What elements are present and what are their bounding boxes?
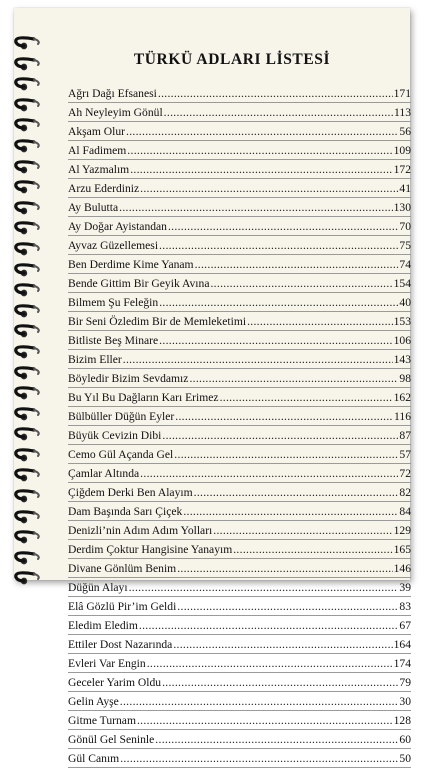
page-number: 40 bbox=[399, 296, 411, 309]
spiral-ring-icon bbox=[14, 221, 48, 242]
dot-leader bbox=[183, 502, 398, 521]
song-title: Elâ Gözlü Pir’im Geldi bbox=[68, 600, 177, 613]
toc-row bbox=[68, 350, 411, 369]
song-title: Büyük Cevizin Dibi bbox=[68, 429, 162, 442]
toc-row bbox=[68, 236, 411, 255]
dot-leader bbox=[233, 540, 392, 559]
spiral-ring-icon bbox=[14, 489, 48, 510]
dot-leader bbox=[164, 103, 393, 122]
page-number: 60 bbox=[399, 733, 411, 746]
spiral-ring-icon bbox=[14, 36, 48, 57]
song-title: Bende Gittim Bir Geyik Avına bbox=[68, 277, 210, 290]
toc-row bbox=[68, 483, 411, 502]
spiral-ring-icon bbox=[14, 427, 48, 448]
spiral-ring-icon bbox=[14, 160, 48, 181]
toc-row bbox=[68, 255, 411, 274]
page-number: 57 bbox=[399, 448, 411, 461]
song-title: Divane Gönlüm Benim bbox=[68, 562, 177, 575]
spiral-ring-icon bbox=[14, 530, 48, 551]
song-title: Böyledir Bizim Sevdamız bbox=[68, 372, 189, 385]
page-number: 113 bbox=[394, 106, 411, 119]
spiral-ring-icon bbox=[14, 139, 48, 160]
toc-row bbox=[68, 407, 411, 426]
song-title: Bizim Eller bbox=[68, 353, 122, 366]
song-title: Geceler Yarim Oldu bbox=[68, 676, 162, 689]
dot-leader bbox=[159, 293, 398, 312]
dot-leader bbox=[162, 673, 398, 692]
toc-row bbox=[68, 426, 411, 445]
toc-row bbox=[68, 730, 411, 749]
song-title: Çamlar Altında bbox=[68, 467, 140, 480]
spiral-ring-icon bbox=[14, 118, 48, 139]
page-number: 82 bbox=[399, 486, 411, 499]
spiral-ring-icon bbox=[14, 366, 48, 387]
song-title: Arzu Ederdiniz bbox=[68, 182, 140, 195]
dot-leader bbox=[139, 616, 399, 635]
page-number: 41 bbox=[399, 182, 411, 195]
dot-leader bbox=[162, 426, 398, 445]
spiral-ring-icon bbox=[14, 201, 48, 222]
toc-row bbox=[68, 502, 411, 521]
spiral-ring-icon bbox=[14, 283, 48, 304]
page-number: 50 bbox=[399, 752, 411, 765]
toc-row bbox=[68, 179, 411, 198]
toc-row bbox=[68, 160, 411, 179]
dot-leader bbox=[130, 160, 392, 179]
song-title: Ay Doğar Ayistandan bbox=[68, 220, 167, 233]
toc-row bbox=[68, 540, 411, 559]
toc-row bbox=[68, 673, 411, 692]
dot-leader bbox=[123, 350, 393, 369]
toc-row bbox=[68, 692, 411, 711]
song-title: Gitme Turnam bbox=[68, 714, 136, 727]
spiral-ring-icon bbox=[14, 180, 48, 201]
toc-row bbox=[68, 312, 411, 331]
song-title: Bilmem Şu Feleğin bbox=[68, 296, 159, 309]
song-title: Evleri Var Engin bbox=[68, 657, 146, 670]
dot-leader bbox=[159, 331, 392, 350]
toc-row bbox=[68, 654, 411, 673]
page-number: 84 bbox=[399, 505, 411, 518]
dot-leader bbox=[126, 122, 398, 141]
song-title: Derdim Çoktur Hangisine Yanayım bbox=[68, 543, 233, 556]
song-title: Al Yazmalım bbox=[68, 163, 130, 176]
toc-row bbox=[68, 84, 411, 103]
page-number: 146 bbox=[393, 562, 411, 575]
page-number: 70 bbox=[399, 220, 411, 233]
toc-row bbox=[68, 578, 411, 597]
toc-row bbox=[68, 616, 411, 635]
page-number: 98 bbox=[399, 372, 411, 385]
dot-leader bbox=[120, 692, 399, 711]
toc-row bbox=[68, 635, 411, 654]
page-number: 171 bbox=[393, 87, 411, 100]
song-title: Düğün Alayı bbox=[68, 581, 128, 594]
notebook-page bbox=[14, 8, 411, 765]
spiral-ring-icon bbox=[14, 263, 48, 284]
dot-leader bbox=[127, 141, 392, 160]
song-title: Denizli’nin Adım Adım Yolları bbox=[68, 524, 213, 537]
song-title: Eledim Eledim bbox=[68, 619, 138, 632]
song-title: Çiğdem Derki Ben Alayım bbox=[68, 486, 193, 499]
page-number: 106 bbox=[393, 334, 411, 347]
toc-row bbox=[68, 559, 411, 578]
spiral-ring-icon bbox=[14, 407, 48, 428]
page-number: 79 bbox=[399, 676, 411, 689]
toc-row bbox=[68, 711, 411, 730]
page-number: 130 bbox=[393, 201, 411, 214]
page-number: 143 bbox=[393, 353, 411, 366]
page-number: 56 bbox=[399, 125, 411, 138]
dot-leader bbox=[119, 198, 392, 217]
spiral-ring-icon bbox=[14, 98, 48, 119]
song-title: Dam Başında Sarı Çiçek bbox=[68, 505, 183, 518]
song-title: Bitliste Beş Minare bbox=[68, 334, 159, 347]
spiral-ring-icon bbox=[14, 345, 48, 366]
spiral-ring-icon bbox=[14, 57, 48, 78]
dot-leader bbox=[129, 578, 399, 597]
page-number: 153 bbox=[393, 315, 411, 328]
song-title: Bülbüller Düğün Eyler bbox=[68, 410, 175, 423]
spiral-ring-icon bbox=[14, 324, 48, 345]
page-number: 162 bbox=[393, 391, 411, 404]
song-title: Ay Bulutta bbox=[68, 201, 119, 214]
spiral-ring-icon bbox=[14, 510, 48, 531]
page-number: 39 bbox=[399, 581, 411, 594]
toc-row bbox=[68, 217, 411, 236]
page-number: 74 bbox=[399, 258, 411, 271]
toc-row bbox=[68, 749, 411, 768]
spiral-ring-icon bbox=[14, 77, 48, 98]
dot-leader bbox=[189, 369, 398, 388]
page-number: 165 bbox=[393, 543, 411, 556]
song-title: Ettiler Dost Nazarında bbox=[68, 638, 173, 651]
song-title: Ah Neyleyim Gönül bbox=[68, 106, 163, 119]
dot-leader bbox=[195, 255, 399, 274]
toc-row bbox=[68, 521, 411, 540]
song-title: Ayvaz Güzellemesi bbox=[68, 239, 159, 252]
dot-leader bbox=[173, 635, 392, 654]
page-number: 154 bbox=[393, 277, 411, 290]
song-title: Gül Canım bbox=[68, 752, 120, 765]
dot-leader bbox=[159, 236, 398, 255]
spiral-ring-icon bbox=[14, 468, 48, 489]
spiral-ring-icon bbox=[14, 386, 48, 407]
spiral-binding bbox=[14, 36, 48, 592]
page-number: 116 bbox=[394, 410, 411, 423]
dot-leader bbox=[147, 654, 393, 673]
song-list bbox=[68, 84, 411, 768]
dot-leader bbox=[137, 711, 393, 730]
dot-leader bbox=[174, 445, 398, 464]
song-title: Akşam Olur bbox=[68, 125, 125, 138]
toc-row bbox=[68, 464, 411, 483]
toc-row bbox=[68, 369, 411, 388]
page-number: 128 bbox=[393, 714, 411, 727]
page-number: 129 bbox=[393, 524, 411, 537]
page-number: 109 bbox=[393, 144, 411, 157]
page-number: 72 bbox=[399, 467, 411, 480]
page-number: 87 bbox=[399, 429, 411, 442]
dot-leader bbox=[155, 730, 398, 749]
toc-row bbox=[68, 331, 411, 350]
toc-row bbox=[68, 198, 411, 217]
dot-leader bbox=[140, 179, 398, 198]
song-title: Cemo Gül Açanda Gel bbox=[68, 448, 174, 461]
page-number: 172 bbox=[393, 163, 411, 176]
page-title: TÜRKÜ ADLARI LİSTESİ bbox=[133, 51, 331, 69]
dot-leader bbox=[194, 483, 399, 502]
song-title: Bir Seni Özledim Bir de Memleketimi bbox=[68, 315, 247, 328]
spiral-ring-icon bbox=[14, 448, 48, 469]
dot-leader bbox=[168, 217, 398, 236]
dot-leader bbox=[158, 84, 393, 103]
song-title: Bu Yıl Bu Dağların Karı Erimez bbox=[68, 391, 219, 404]
toc-row bbox=[68, 445, 411, 464]
toc-row bbox=[68, 293, 411, 312]
dot-leader bbox=[120, 749, 398, 768]
dot-leader bbox=[175, 407, 393, 426]
toc-row bbox=[68, 388, 411, 407]
spiral-ring-icon bbox=[14, 304, 48, 325]
spiral-ring-icon bbox=[14, 242, 48, 263]
toc-row bbox=[68, 274, 411, 293]
dot-leader bbox=[220, 388, 393, 407]
song-title: Ben Derdime Kime Yanam bbox=[68, 258, 194, 271]
song-title: Gelin Ayşe bbox=[68, 695, 119, 708]
song-title: Gönül Gel Seninle bbox=[68, 733, 155, 746]
toc-row bbox=[68, 141, 411, 160]
dot-leader bbox=[177, 559, 392, 578]
page-number: 174 bbox=[393, 657, 411, 670]
dot-leader bbox=[140, 464, 398, 483]
spiral-ring-icon bbox=[14, 571, 48, 592]
page-number: 83 bbox=[399, 600, 411, 613]
toc-row bbox=[68, 122, 411, 141]
toc-row bbox=[68, 103, 411, 122]
page-number: 75 bbox=[399, 239, 411, 252]
song-title: Ağrı Dağı Efsanesi bbox=[68, 87, 157, 100]
dot-leader bbox=[213, 521, 392, 540]
page-number: 164 bbox=[393, 638, 411, 651]
spiral-ring-icon bbox=[14, 551, 48, 572]
page-number: 67 bbox=[399, 619, 411, 632]
dot-leader bbox=[210, 274, 392, 293]
dot-leader bbox=[247, 312, 393, 331]
song-title: Al Fadimem bbox=[68, 144, 127, 157]
page-number: 30 bbox=[399, 695, 411, 708]
